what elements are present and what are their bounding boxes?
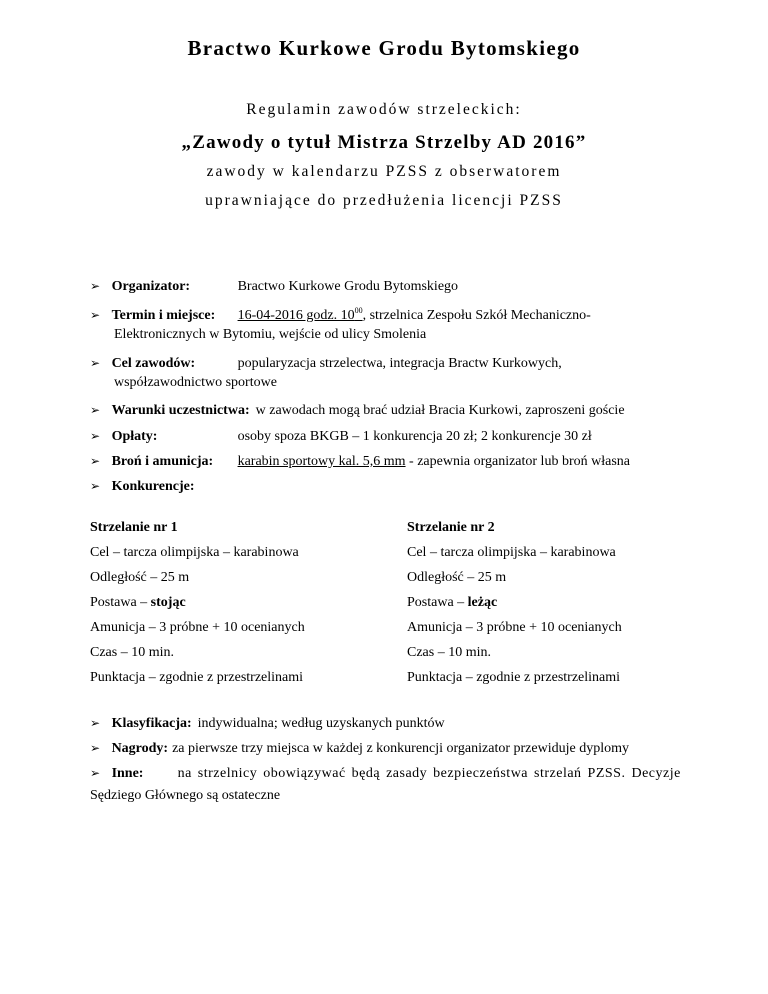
bullet-arrow-icon: ➢ <box>90 356 101 370</box>
competition-2-position: Postawa – leżąc <box>407 595 498 610</box>
warunki-value: w zawodach mogą brać udział Bracia Kurkowi, zaproszeni goście <box>255 403 625 418</box>
termin-label: Termin i miejsce: <box>111 308 216 323</box>
klasyfikacja-value: indywidualna; według uzyskanych punktów <box>197 716 445 731</box>
competition-1-time: Czas – 10 min. <box>90 645 174 660</box>
competition-1-position: Postawa – stojąc <box>90 595 186 610</box>
item-bron <box>90 451 690 472</box>
competition-1-distance: Odległość – 25 m <box>90 570 190 585</box>
konkurencje-label: Konkurencje: <box>111 479 195 494</box>
document-title: Bractwo Kurkowe Grodu Bytomskiego <box>187 36 581 60</box>
klasyfikacja-label: Klasyfikacja: <box>111 716 192 731</box>
competition-1-ammo: Amunicja – 3 próbne + 10 ocenianych <box>90 620 305 635</box>
bullet-arrow-icon: ➢ <box>90 279 101 293</box>
organizator-value: Bractwo Kurkowe Grodu Bytomskiego <box>237 279 459 294</box>
item-warunki <box>90 400 690 421</box>
termin-value-line2: Elektronicznych w Bytomiu, wejście od ulicy Smolenia <box>114 327 427 342</box>
termin-time-sup: 00 <box>354 306 363 315</box>
oplaty-value: osoby spoza BKGB – 1 konkurencja 20 zł; 2 konkurencje 30 zł <box>237 429 592 444</box>
cel-value-line2: współzawodnictwo sportowe <box>114 375 277 390</box>
bullet-arrow-icon: ➢ <box>90 479 101 493</box>
bron-weapon: karabin sportowy kal. 5,6 mm <box>237 454 406 469</box>
competition-2-title: Strzelanie nr 2 <box>407 520 495 535</box>
competition-name: „Zawody o tytuł Mistrza Strzelby AD 2016” <box>181 132 587 153</box>
bullet-arrow-icon: ➢ <box>90 741 101 755</box>
cel-label: Cel zawodów: <box>111 356 196 371</box>
regulation-heading: Regulamin zawodów strzeleckich: <box>246 101 522 118</box>
item-oplaty <box>90 426 690 447</box>
competition-1-target: Cel – tarcza olimpijska – karabinowa <box>90 545 299 560</box>
competition-1-scoring: Punktacja – zgodnie z przestrzelinami <box>90 670 304 685</box>
competition-2-time: Czas – 10 min. <box>407 645 491 660</box>
bullet-arrow-icon: ➢ <box>90 454 101 468</box>
inne-value: na strzelnicy obowiązywać będą zasady bezpieczeństwa strzelań PZSS. Decyzje <box>177 766 681 781</box>
inne-label: Inne: <box>111 766 144 781</box>
bullet-arrow-icon: ➢ <box>90 308 101 322</box>
competition-2-target: Cel – tarcza olimpijska – karabinowa <box>407 545 616 560</box>
calendar-note: zawody w kalendarzu PZSS z obserwatorem <box>206 163 562 180</box>
competition-2-distance: Odległość – 25 m <box>407 570 507 585</box>
nagrody-label: Nagrody: <box>111 741 169 756</box>
bullet-arrow-icon: ➢ <box>90 429 101 443</box>
oplaty-label: Opłaty: <box>111 429 158 444</box>
item-nagrody <box>90 738 690 759</box>
item-klasyfikacja <box>90 713 690 734</box>
item-konkurencje <box>90 476 690 497</box>
organizator-label: Organizator: <box>111 279 191 294</box>
competition-1-title: Strzelanie nr 1 <box>90 520 178 535</box>
termin-date: 16-04-2016 godz. $10^{00}$ <box>237 306 363 323</box>
termin-value: , strzelnica Zespołu Szkół Mechaniczno- <box>362 308 591 323</box>
competition-2-ammo: Amunicja – 3 próbne + 10 ocenianych <box>407 620 622 635</box>
bron-label: Broń i amunicja: <box>111 454 214 469</box>
bron-value: - zapewnia organizator lub broń własna <box>405 454 630 469</box>
bullet-arrow-icon: ➢ <box>90 766 101 780</box>
item-termin <box>90 305 690 326</box>
item-organizator <box>90 276 690 297</box>
cel-value: popularyzacja strzelectwa, integracja Bractw Kurkowych, <box>237 356 562 371</box>
inne-value-line2: Sędziego Głównego są ostateczne <box>90 788 281 803</box>
item-cel <box>90 353 690 374</box>
bullet-arrow-icon: ➢ <box>90 716 101 730</box>
bullet-arrow-icon: ➢ <box>90 403 101 417</box>
license-note: uprawniające do przedłużenia licencji PZSS <box>205 192 563 209</box>
item-inne <box>90 763 690 784</box>
nagrody-value: za pierwsze trzy miejsca w każdej z konkurencji organizator przewiduje dyplomy <box>172 741 629 756</box>
warunki-label: Warunki uczestnictwa: <box>111 403 250 418</box>
competition-2-scoring: Punktacja – zgodnie z przestrzelinami <box>407 670 621 685</box>
